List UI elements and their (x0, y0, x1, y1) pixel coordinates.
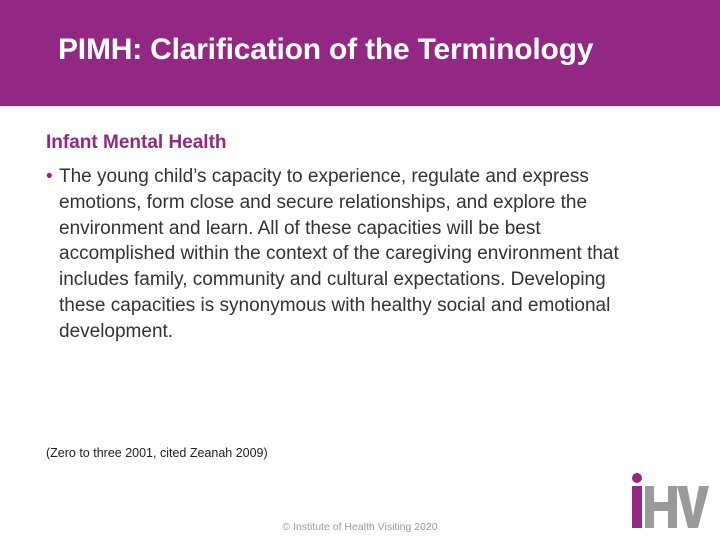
citation: (Zero to three 2001, cited Zeanah 2009) (46, 446, 268, 460)
ihv-logo (628, 470, 712, 532)
bullet-marker: • (46, 166, 53, 187)
bullet-item (46, 164, 636, 345)
section-heading: Infant Mental Health (46, 132, 227, 153)
bullet-text: The young child’s capacity to experience, regulate and express emotions, form close and secure relationships, and explore the environment and learn. All of these capacities will be best accomplished within the context of the caregiving environment that includes family, community and cultural expectations. Developing these capacities is synonymous with healthy social and emotional development. (59, 166, 619, 342)
copyright-footer: © Institute of Health Visiting 2020 (282, 521, 438, 533)
title-banner (0, 0, 720, 106)
ihv-logo-icon (628, 470, 712, 532)
bullet-list (46, 164, 636, 345)
slide-title: PIMH: Clarification of the Terminology (58, 33, 594, 66)
